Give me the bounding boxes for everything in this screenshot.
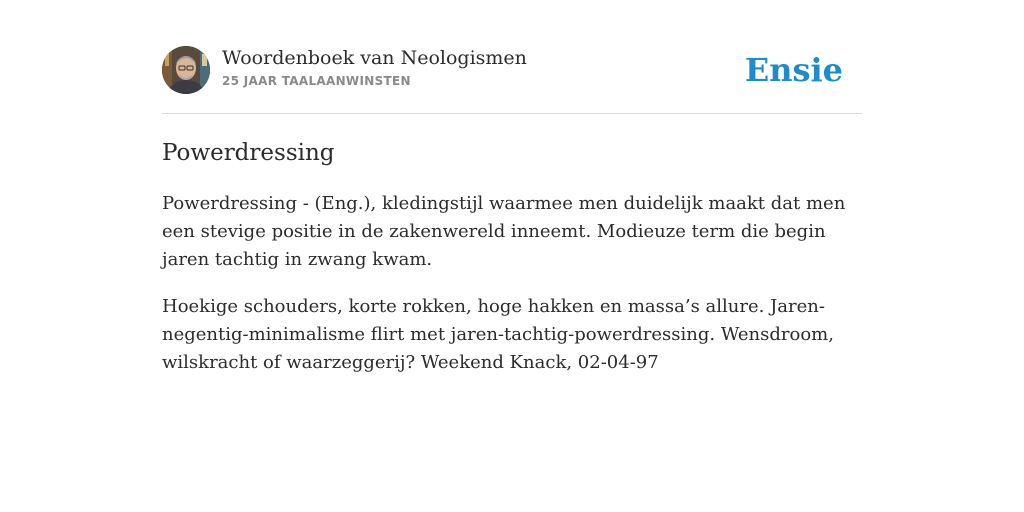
author-info <box>222 46 527 88</box>
brand-logo[interactable]: Ensie <box>744 51 843 89</box>
author-subtitle: 25 JAAR TAALAANWINSTEN <box>222 74 411 88</box>
content-card <box>162 46 862 377</box>
entry-title: Powerdressing <box>162 140 335 166</box>
entry-definition: Powerdressing - (Eng.), kledingstijl waarmee men duidelijk maakt dat men een stevige positie in de zakenwereld inneemt. Modieuze term die begin jaren tachtig in zwang kwam. <box>162 193 846 270</box>
author-avatar-icon[interactable] <box>162 46 210 94</box>
header <box>162 46 862 114</box>
author-name[interactable]: Woordenboek van Neologismen <box>222 47 527 69</box>
entry-quote: Hoekige schouders, korte rokken, hoge hakken en massa’s allure. Jaren-negentig-minimalisme flirt met jaren-tachtig-powerdressing. Wensdroom, wilskracht of waarzeggerij? Weekend Knack, 02-04-97 <box>162 296 834 373</box>
